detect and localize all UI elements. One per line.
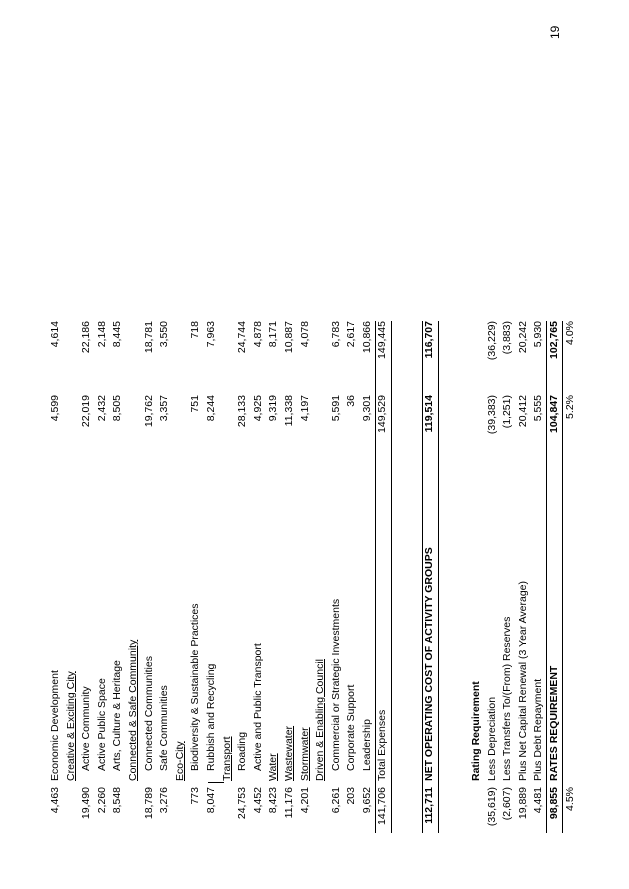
total-expenses-label: Total Expenses [376, 709, 389, 781]
row-label: Connected & Safe Community [126, 639, 139, 781]
rates-requirement-top-rule [546, 321, 547, 833]
rates-requirement-col1: 104,847 [548, 395, 560, 433]
row-label: Biodiversity & Sustainable Practices [189, 603, 202, 771]
col1-value: 5,591 [329, 395, 342, 422]
row-label: Corporate Support [345, 684, 358, 771]
row-label: Driven & Enabling Council [314, 659, 327, 781]
col0-value: 4,201 [298, 787, 311, 814]
col1-value: (1,251) [501, 395, 514, 429]
row-label: Transport [220, 736, 233, 781]
col2-value: 10,887 [282, 321, 295, 354]
col0-value: 3,276 [158, 787, 171, 814]
row-label: Connected Communities [142, 656, 155, 771]
row-label: Plus Debt Repayment [532, 678, 545, 781]
indent-rule [208, 782, 224, 783]
net-operating-col2: 116,707 [423, 321, 436, 359]
col0-value: 203 [345, 787, 358, 805]
net-operating-bottom-rule [438, 321, 439, 833]
col1-value: 751 [189, 395, 202, 413]
col2-value: 7,963 [204, 321, 217, 348]
col2-value: 18,781 [142, 321, 155, 354]
col0-value: 6,261 [329, 787, 342, 814]
net-operating-col1: 119,514 [423, 395, 436, 433]
col2-value: 6,783 [329, 321, 342, 348]
percent-col0: 4.5% [563, 787, 576, 811]
col1-value: 9,319 [267, 395, 280, 422]
row-label: Less Transfers To/(From) Reserves [501, 616, 514, 781]
col2-value: (3,883) [501, 321, 514, 355]
col1-value: 4,599 [49, 395, 61, 422]
col2-value: 10,866 [360, 321, 373, 354]
col0-value: 4,463 [49, 787, 61, 814]
row-label: Roading [236, 731, 249, 771]
col1-value: 36 [345, 395, 358, 407]
col1-value: 9,301 [360, 395, 373, 422]
row-label: Arts, Culture & Heritage [111, 660, 124, 771]
col0-value: 19,490 [80, 787, 93, 820]
col0-value: (35,619) [485, 787, 498, 827]
col2-value: 20,242 [516, 321, 529, 354]
total-expenses-top-rule [375, 321, 376, 833]
col0-value: 4,481 [532, 787, 545, 814]
rating-heading: Rating Requirement [470, 681, 483, 781]
col0-value: 773 [189, 787, 202, 805]
row-label: Commercial or Strategic Investments [329, 598, 342, 771]
net-operating-col0: 112,711 [423, 787, 436, 824]
total-expenses-bottom-rule [391, 321, 392, 833]
col1-value: 2,432 [95, 395, 108, 422]
col1-value: 4,197 [298, 395, 311, 422]
total-expenses-col1: 149,529 [376, 395, 389, 433]
rates-requirement-label: RATES REQUIREMENT [548, 665, 560, 781]
col2-value: 2,617 [345, 321, 358, 348]
col1-value: (39,383) [485, 395, 498, 435]
col1-value: 8,505 [111, 395, 124, 422]
col1-value: 3,357 [158, 395, 171, 422]
col0-value: 18,789 [142, 787, 155, 820]
row-label: Stormwater [298, 727, 311, 781]
col1-value: 19,762 [142, 395, 155, 428]
row-label: Economic Development [49, 670, 61, 781]
net-operating-label: NET OPERATING COST OF ACTIVITY GROUPS [423, 547, 436, 781]
col2-value: 3,550 [158, 321, 171, 348]
col0-value: (2,607) [501, 787, 514, 821]
col0-value: 24,753 [236, 787, 249, 820]
total-expenses-col0: 141,706 [376, 787, 389, 825]
col1-value: 5,555 [532, 395, 545, 422]
col0-value: 8,548 [111, 787, 124, 814]
col1-value: 22,019 [80, 395, 93, 428]
col0-value: 8,047 [204, 787, 217, 814]
col2-value: 8,445 [111, 321, 124, 348]
col2-value: 2,148 [95, 321, 108, 348]
row-label: Water [267, 753, 280, 781]
col2-value: 4,878 [251, 321, 264, 348]
row-label: Less Depreciation [485, 696, 498, 781]
col0-value: 4,452 [251, 787, 264, 814]
net-operating-top-rule [422, 321, 423, 833]
row-label: Active and Public Transport [251, 643, 264, 771]
rates-requirement-bottom-rule [562, 321, 563, 833]
col1-value: 11,338 [282, 395, 295, 427]
row-label: Wastewater [282, 725, 295, 781]
col1-value: 28,133 [236, 395, 249, 428]
col1-value: 20,412 [516, 395, 529, 428]
col2-value: 718 [189, 321, 202, 339]
col2-value: 5,930 [532, 321, 545, 348]
row-label: Active Public Space [95, 678, 108, 771]
row-label: Active Community [80, 686, 93, 771]
col2-value: 24,744 [236, 321, 249, 354]
col0-value: 19,889 [516, 787, 529, 820]
col0-value: 8,423 [267, 787, 280, 814]
col2-value: 4,078 [298, 321, 311, 348]
row-label: Creative & Exciting City [64, 671, 77, 781]
col1-value: 8,244 [204, 395, 217, 422]
col1-value: 4,925 [251, 395, 264, 422]
row-label: Plus Net Capital Renewal (3 Year Average) [516, 580, 529, 781]
row-label: Safe Communities [158, 685, 171, 771]
col0-value: 11,176 [282, 787, 295, 819]
percent-col2: 4.0% [563, 321, 576, 345]
col2-value: (36,229) [485, 321, 498, 361]
col2-value: 4,614 [49, 321, 61, 348]
row-label: Eco-City [173, 741, 186, 781]
rates-requirement-col0: 98,855 [548, 787, 560, 820]
col0-value: 9,652 [360, 787, 373, 814]
row-label: Rubbish and Recycling [204, 663, 217, 771]
col0-value: 2,260 [95, 787, 108, 814]
rates-requirement-col2: 102,765 [548, 321, 560, 359]
total-expenses-col2: 149,445 [376, 321, 389, 359]
col2-value: 8,171 [267, 321, 280, 348]
percent-col1: 5.2% [563, 395, 576, 419]
col2-value: 22,186 [80, 321, 93, 354]
page-number: 19 [548, 25, 562, 39]
row-label: Leadership [360, 719, 373, 771]
